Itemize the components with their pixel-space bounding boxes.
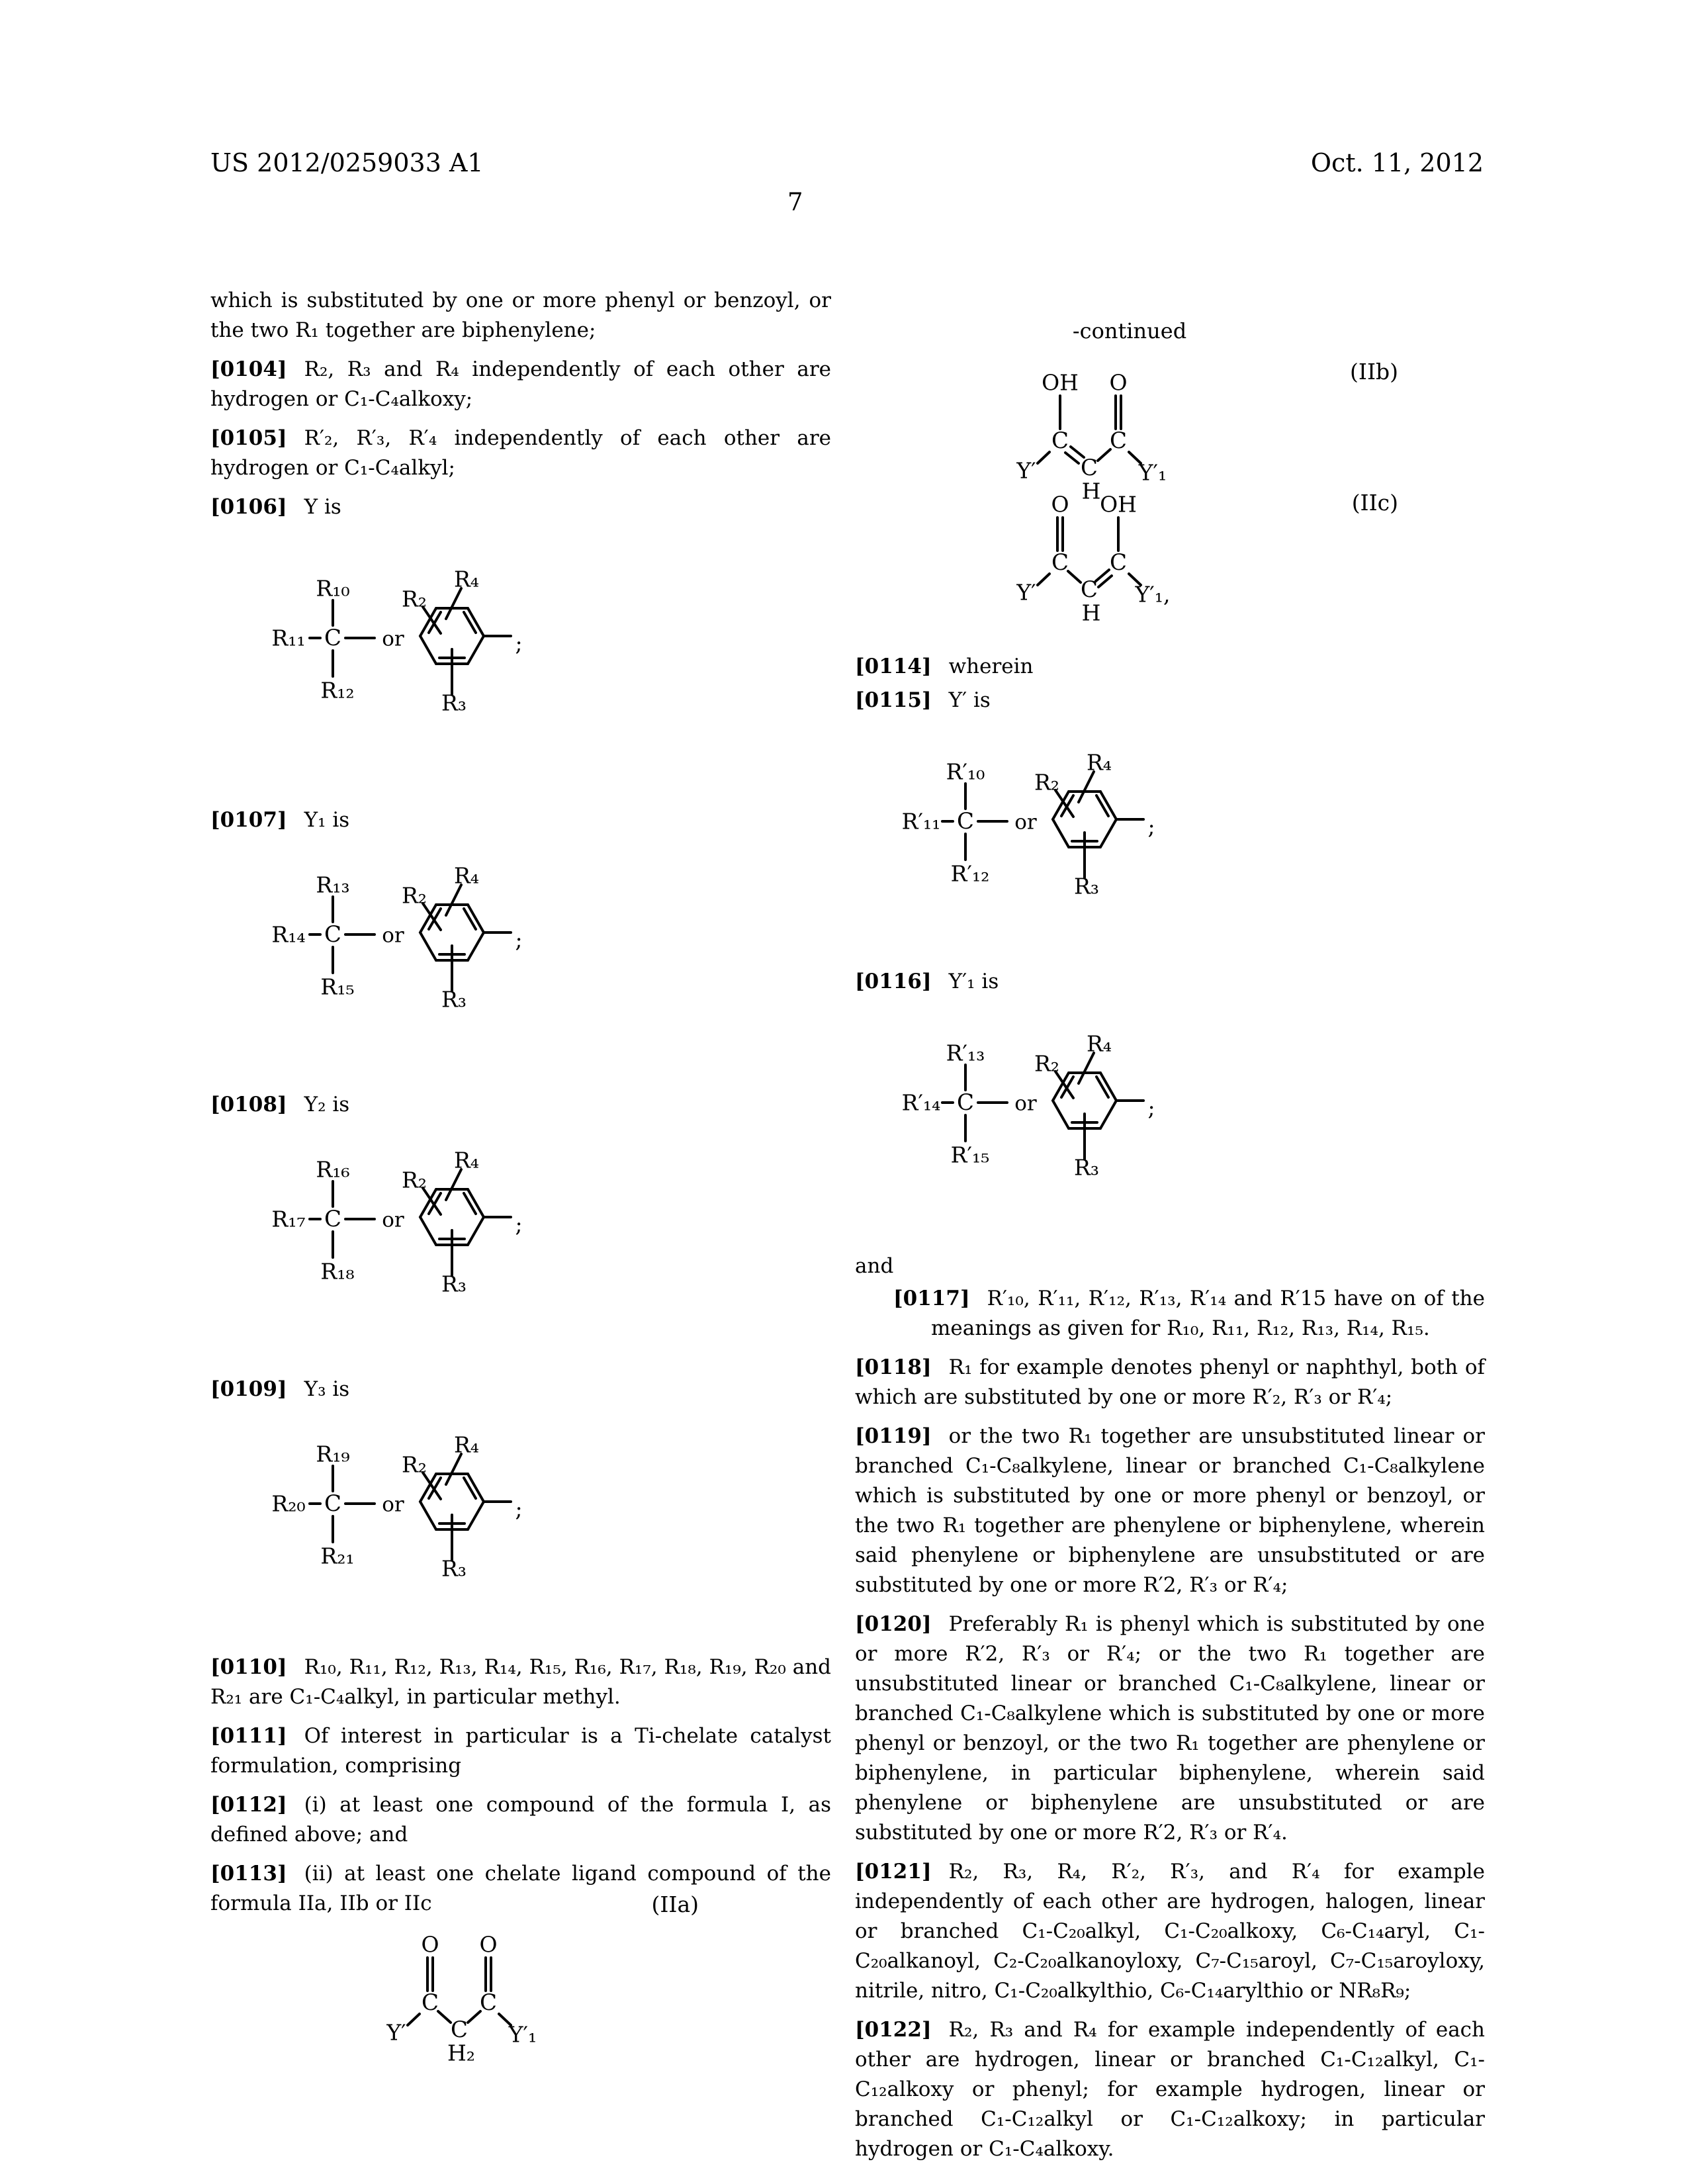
terminator-punctuation: ; [1147,1095,1155,1121]
substituent-label: R₁₉ [316,1441,350,1467]
ring-substituent-label: R₃ [1073,873,1100,899]
paragraph-text: wherein [948,655,1034,678]
paragraph-tag: [0108] [210,1093,287,1116]
carbon-atom-label: C [956,808,975,835]
paragraph-text: R₁ for example denotes phenyl or naphthyl, both of which are substituted by one or more R′₂, R′₃ or R′₄; [855,1355,1485,1409]
substituent-label: R₁₃ [316,872,350,898]
paragraph-tag: [0122] [855,2018,932,2042]
substituent-label: R₁₂ [320,677,355,704]
paragraph-0115 [855,686,1485,715]
ring-substituent-label: R₄ [453,862,480,889]
substituent-label: R′₁₂ [950,860,990,887]
formula-id: (IIb) [1350,359,1398,385]
paragraph-text: Preferably R₁ is phenyl which is substituted by one or more R′2, R′₃ or R′₄; or the two R₁ together are unsubstituted linear or branched C₁-C₈alkylene, linear or branched C₁-C₈alkylene which is substituted by one or more phenyl or benzoyl, or the two R₁ together are phenylene or biphenylene, in particular biphenylene, wherein said phenylene or biphenylene are unsubstituted or are substituted by one or more R′2, R′₃ or R′₄. [855,1612,1485,1844]
terminator-punctuation: ; [515,1496,523,1522]
paragraph-text: Y₁ is [304,808,350,832]
carbon-atom-label: C [956,1089,975,1116]
structure-y1 [263,862,528,1017]
carbon-atom-label: C [324,921,342,948]
formula-id: (IIa) [651,1891,699,1917]
paragraph-tag: [0112] [210,1793,287,1817]
hydrogen-label: H [1081,600,1101,626]
ring-substituent-label: R₂ [1034,769,1060,796]
oxygen-label: O [1109,369,1128,396]
paragraph-text: Y₂ is [304,1093,350,1116]
carbon-atom-label: C [421,1989,439,2016]
paragraph-text: R₁₀, R₁₁, R₁₂, R₁₃, R₁₄, R₁₅, R₁₆, R₁₇, R₁₈, R₁₉, R₂₀ and R₂₁ are C₁-C₄alkyl, in particular methyl. [210,1655,831,1709]
structure-iic [1008,484,1181,626]
carbon-atom-label: C [324,1206,342,1232]
or-word: or [382,923,404,948]
paragraph-0122 [855,2015,1485,2164]
paragraph-text: or the two R₁ together are unsubstituted linear or branched C₁-C₈alkylene, linear or branched C₁-C₈alkylene which is substituted by one or more phenyl or benzoyl, or the two R₁ together are phenylene or biphenylene, wherein said phenylene or biphenylene are unsubstituted or are substituted by one or more R′2, R′₃ or R′₄; [855,1424,1485,1597]
ring-substituent-label: R₂ [401,586,427,612]
paragraph-text: which is substituted by one or more phenyl or benzoyl, or the two R₁ together are biphenylene; [210,289,831,342]
publication-date: Oct. 11, 2012 [1310,148,1484,177]
paragraph-text: R′₁₀, R′₁₁, R′₁₂, R′₁₃, R′₁₄ and R′15 have on of the meanings as given for R₁₀, R₁₁, R₁₂, R₁₃, R₁₄, R₁₅. [931,1287,1485,1340]
paragraph-0111 [210,1721,831,1781]
ring-substituent-label: R₃ [441,690,467,716]
paragraph-tag: [0117] [893,1287,970,1310]
terminator-punctuation: ; [515,630,523,657]
continued-label: -continued [1072,318,1187,343]
carbon-atom-label: C [1051,549,1069,576]
substituent-label: R₂₁ [320,1543,355,1569]
ring-substituent-label: R₄ [1086,749,1112,776]
carbon-atom-label: C [1080,576,1098,603]
paragraph-0110 [210,1653,831,1712]
paragraph-0120 [855,1610,1485,1848]
substituent-label: R′₁₅ [950,1142,990,1168]
paragraph-0104 [210,355,831,414]
terminator-punctuation: ; [515,927,523,953]
substituent-label: R₁₇ [271,1206,306,1232]
substituent-label: R₁₄ [271,921,306,948]
paragraph-tag: [0106] [210,495,287,519]
paragraph-text: R₂, R₃, R₄, R′₂, R′₃, and R′₄ for example independently of each other are hydrogen, halogen, linear or branched C₁-C₂₀alkyl, C₁-C₂₀alkoxy, C₆-C₁₄aryl, C₁-C₂₀alkanoyl, C₂-C₂₀alkanoyloxy, C₇-C₁₅aroyl, C₇-C₁₅aroyloxy, nitrile, nitro, C₁-C₂₀alkylthio, C₆-C₁₄arylthio or NR₈R₉; [855,1860,1485,2003]
paragraph-text: (i) at least one compound of the formula I, as defined above; and [210,1793,831,1846]
paragraph-tag: [0121] [855,1860,932,1884]
or-word: or [382,627,404,651]
paragraph-tag: [0114] [855,655,932,678]
structure-y2 [263,1147,528,1302]
substituent-label: R₁₈ [320,1258,355,1285]
carbon-atom-label: C [479,1989,498,2016]
paragraph-0114 [855,652,1485,682]
or-word: or [1014,1091,1037,1116]
right-column [855,316,1485,2173]
ring-substituent-label: R₄ [453,1432,480,1458]
structure-iia [379,1925,551,2066]
structure-y-prime [896,749,1161,904]
ring-substituent-label: R₂ [401,1451,427,1478]
paragraph-text: Y′₁ is [948,970,999,993]
ring-substituent-label: R₂ [401,1167,427,1193]
carbon-atom-label: C [324,1490,342,1517]
paragraph-text: R′₂, R′₃, R′₄ independently of each other are hydrogen or C₁-C₄alkyl; [210,426,831,480]
ring-substituent-label: R₃ [441,1271,467,1297]
y-substituent-label: Y′ [1016,579,1036,606]
paragraph-intro [210,286,831,345]
substituent-label: R′₁₃ [946,1040,985,1066]
oxygen-label: O [421,1931,439,1958]
terminator-punctuation: ; [1147,813,1155,840]
page-number: 7 [787,188,803,216]
paragraph-0108 [210,1090,831,1120]
ring-substituent-label: R₃ [441,1555,467,1582]
y-substituent-label: Y′₁ [508,2021,537,2048]
paragraph-tag: [0105] [210,426,287,450]
hydrogen-label: H₂ [447,2040,476,2066]
ring-substituent-label: R₃ [1073,1154,1100,1181]
or-word: or [382,1208,404,1232]
substituent-label: R′₁₄ [901,1089,941,1116]
substituent-label: R₁₅ [320,974,355,1000]
left-column [210,286,831,2066]
hydroxyl-label: OH [1042,369,1079,396]
paragraph-text: R₂, R₃ and R₄ independently of each other are hydrogen or C₁-C₄alkoxy; [210,357,831,411]
paragraph-0107 [210,805,831,835]
y-substituent-label: Y′₁, [1135,581,1171,608]
terminator-punctuation: ; [515,1211,523,1238]
substituent-label: R′₁₀ [946,758,985,785]
ring-substituent-label: R₂ [401,882,427,909]
paragraph-0106 [210,492,831,522]
or-word: or [1014,810,1037,835]
structure-iib [1008,363,1181,504]
paragraph-0116 [855,967,1485,997]
paragraph-0119 [855,1422,1485,1600]
or-word: or [382,1492,404,1517]
ring-substituent-label: R₄ [453,566,480,592]
y-substituent-label: Y′₁ [1138,459,1167,486]
paragraph-tag: [0119] [855,1424,932,1448]
formula-id: (IIc) [1351,490,1398,516]
paragraph-tag: [0111] [210,1724,287,1748]
paragraph-tag: [0118] [855,1355,932,1379]
paragraph-tag: [0115] [855,688,932,712]
paragraph-tag: [0109] [210,1377,287,1401]
structure-y3 [263,1434,528,1586]
oxygen-label: O [1051,491,1069,518]
paragraph-tag: [0110] [210,1655,287,1679]
paragraph-tag: [0120] [855,1612,932,1636]
paragraph-0121 [855,1857,1485,2006]
carbon-atom-label: C [1080,455,1098,481]
paragraph-text: Y′ is [948,688,991,712]
structure-y-prime-1 [896,1030,1161,1185]
ring-substituent-label: R₃ [441,986,467,1013]
paragraph-text: R₂, R₃ and R₄ for example independently of each other are hydrogen, linear or branched C₁-C₁₂alkyl, C₁-C₁₂alkoxy or phenyl; for example hydrogen, linear or branched C₁-C₁₂alkyl or C₁-C₁₂alkoxy; in particular hydrogen or C₁-C₄alkoxy. [855,2018,1485,2161]
paragraph-text: Of interest in particular is a Ti-chelate catalyst formulation, comprising [210,1724,831,1778]
ring-substituent-label: R₄ [453,1147,480,1173]
substituent-label: R₁₆ [316,1156,350,1183]
carbon-atom-label: C [1109,428,1128,454]
y-substituent-label: Y′ [386,2019,406,2046]
and-connector: and [855,1254,894,1278]
paragraph-0117 [855,1284,1485,1343]
hydroxyl-label: OH [1100,491,1137,518]
paragraph-tag: [0104] [210,357,287,381]
paragraph-tag: [0107] [210,808,287,832]
carbon-atom-label: C [450,2017,468,2043]
ring-substituent-label: R₂ [1034,1050,1060,1077]
y-substituent-label: Y′ [1016,457,1036,484]
paragraph-text: Y₃ is [304,1377,350,1401]
paragraph-0109 [210,1375,831,1404]
substituent-label: R₁₀ [316,575,350,602]
structure-y [263,566,528,721]
carbon-atom-label: C [324,625,342,651]
substituent-label: R₂₀ [271,1490,306,1517]
paragraph-tag: [0116] [855,970,932,993]
carbon-atom-label: C [1051,428,1069,454]
substituent-label: R′₁₁ [901,808,941,835]
publication-number: US 2012/0259033 A1 [210,148,484,177]
paragraph-text: (ii) at least one chelate ligand compound of the formula IIa, IIb or IIc [210,1862,831,1915]
carbon-atom-label: C [1109,549,1128,576]
ring-substituent-label: R₄ [1086,1030,1112,1057]
paragraph-0118 [855,1353,1485,1412]
oxygen-label: O [479,1931,498,1958]
hydrogen-label: H [1081,478,1101,504]
paragraph-0112 [210,1790,831,1850]
paragraph-0105 [210,424,831,483]
paragraph-tag: [0113] [210,1862,287,1886]
substituent-label: R₁₁ [271,625,306,651]
paragraph-text: Y is [304,495,341,519]
